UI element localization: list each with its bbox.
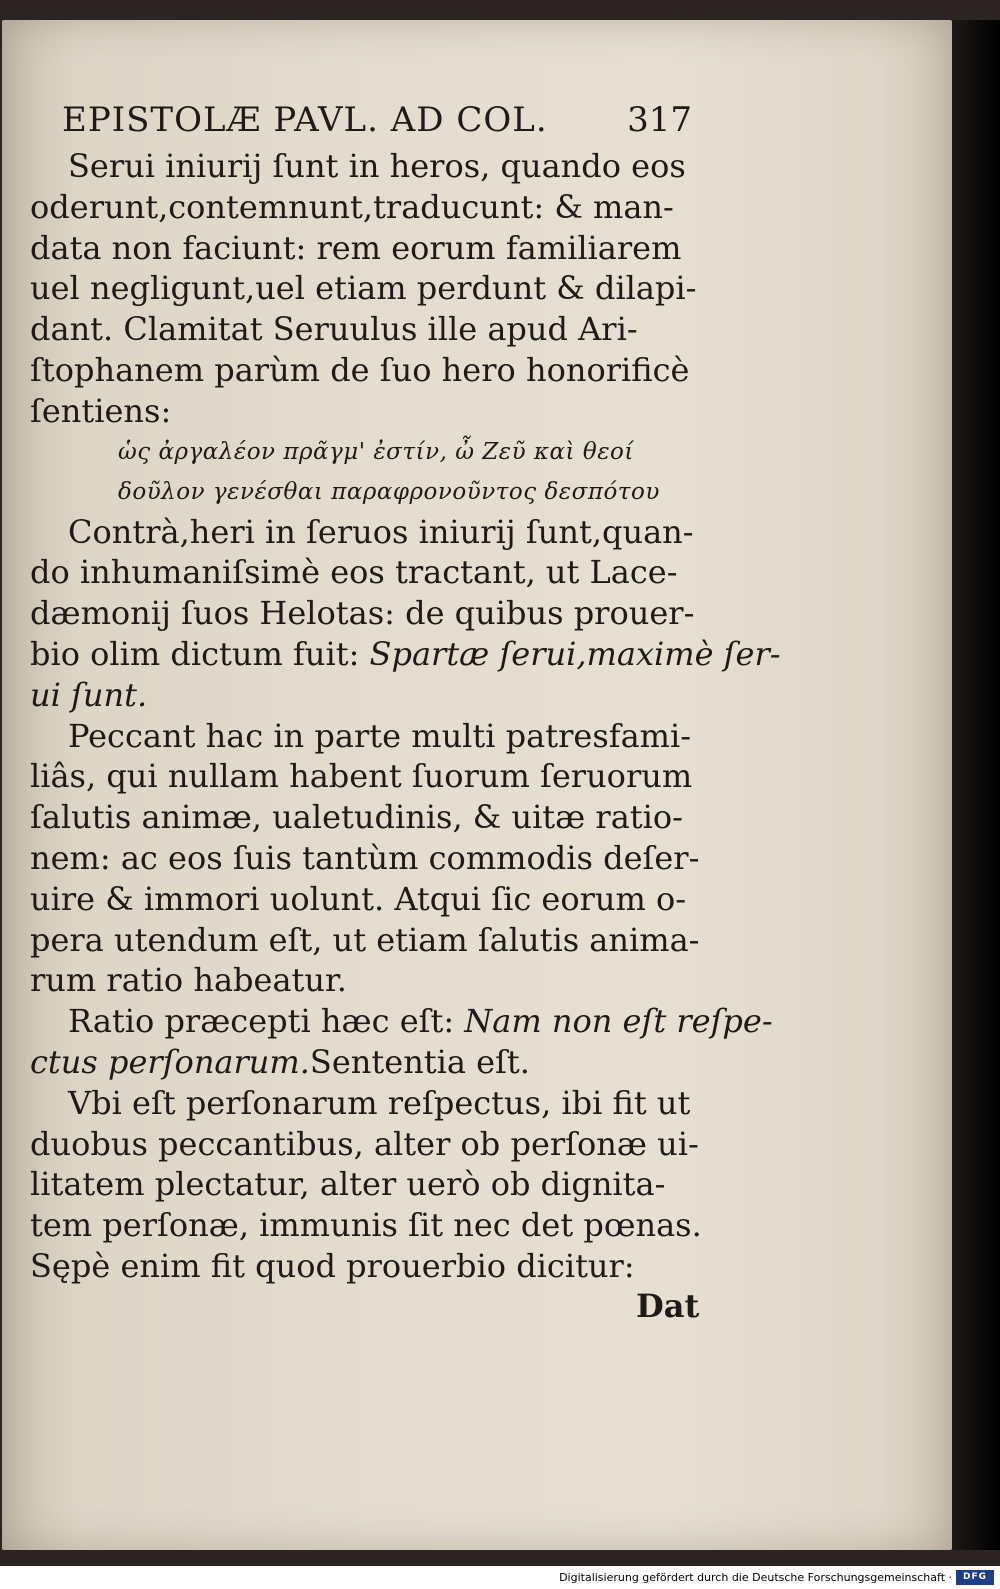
- text-line: rum ratio habeatur.: [30, 961, 347, 1000]
- text-line: ſentiens:: [30, 391, 172, 430]
- text-line: Sępè enim fit quod prouerbio dicitur:: [30, 1246, 635, 1285]
- page-edge-shadow: [952, 20, 1000, 1550]
- page-header: [62, 100, 692, 146]
- footer-bar: [0, 1566, 1000, 1589]
- text-line: duobus peccantibus, alter ob perſonæ ui-: [30, 1124, 699, 1163]
- italic-proverb-end: ui ſunt.: [30, 675, 148, 714]
- paragraph-1: [30, 146, 695, 432]
- text-run: bio olim dictum fuit:: [30, 634, 360, 673]
- text-line: [30, 1001, 773, 1042]
- text-line: data non faciunt: rem eorum familiarem: [30, 228, 682, 267]
- text-line: Serui iniurij ſunt in heros, quando eos: [68, 147, 686, 185]
- running-head: EPISTOLÆ PAVL. AD COL.: [62, 100, 548, 140]
- text-line: dæmonij ſuos Helotas: de quibus prouer-: [30, 594, 695, 633]
- text-line: pera utendum eſt, ut etiam ſalutis anima-: [30, 920, 700, 959]
- greek-line: ὡς ἀργαλέον πρᾶγμ' ἐστίν, ὦ Ζεῦ καὶ θεοί: [118, 438, 634, 465]
- page-number: 317: [627, 100, 692, 140]
- body-text: [30, 146, 781, 1287]
- text-line: Contrà,heri in ſeruos iniurij ſunt,quan-: [68, 512, 694, 551]
- text-run: Ratio præcepti hæc eſt:: [68, 1002, 455, 1041]
- text-line: [30, 1042, 695, 1083]
- text-line: nem: ac eos ſuis tantùm commodis deſer-: [30, 838, 700, 877]
- paragraph-2: [30, 512, 781, 716]
- paragraph-5: [30, 1083, 702, 1287]
- paragraph-3: [30, 716, 700, 1002]
- text-line: Peccant hac in parte multi patresfami-: [68, 716, 692, 755]
- text-line: do inhumaniſsimè eos tractant, ut Lace-: [30, 553, 678, 592]
- greek-line: δοῦλον γενέσθαι παραφρονοῦντος δεσπότου: [118, 478, 660, 505]
- footer-credit: Digitalisierung gefördert durch die Deutsche Forschungsgemeinschaft ·: [559, 1571, 952, 1584]
- text-line: liâs, qui nullam habent ſuorum ſeruorum: [30, 757, 693, 796]
- italic-citation-end: ctus perſonarum.: [30, 1042, 310, 1081]
- text-line: ſalutis animæ, ualetudinis, & uitæ ratio-: [30, 798, 683, 837]
- text-run: Sententia eſt.: [309, 1042, 530, 1081]
- catchword: Dat: [636, 1287, 700, 1325]
- italic-proverb: Spartæ ſerui,maximè ſer-: [369, 634, 781, 673]
- dfg-logo-icon: DFG: [956, 1570, 994, 1585]
- text-line: ſtophanem parùm de ſuo hero honorificè: [30, 350, 690, 389]
- text-line: litatem plectatur, alter uerò ob dignita-: [30, 1165, 666, 1204]
- text-line: uel negligunt,uel etiam perdunt & dilapi-: [30, 269, 697, 308]
- text-line: Vbi eſt perſonarum reſpectus, ibi fit ut: [68, 1083, 691, 1122]
- text-line: dant. Clamitat Seruulus ille apud Ari-: [30, 310, 638, 349]
- text-line: oderunt,contemnunt,traducunt: & man-: [30, 187, 674, 226]
- greek-quotation: [30, 432, 695, 512]
- paragraph-4: [30, 1001, 773, 1083]
- text-line: [30, 634, 781, 675]
- text-line: uire & immori uolunt. Atqui ſic eorum o-: [30, 879, 687, 918]
- text-line: tem perſonæ, immunis ſit nec det pœnas.: [30, 1206, 702, 1245]
- italic-citation: Nam non eſt reſpe-: [464, 1002, 773, 1041]
